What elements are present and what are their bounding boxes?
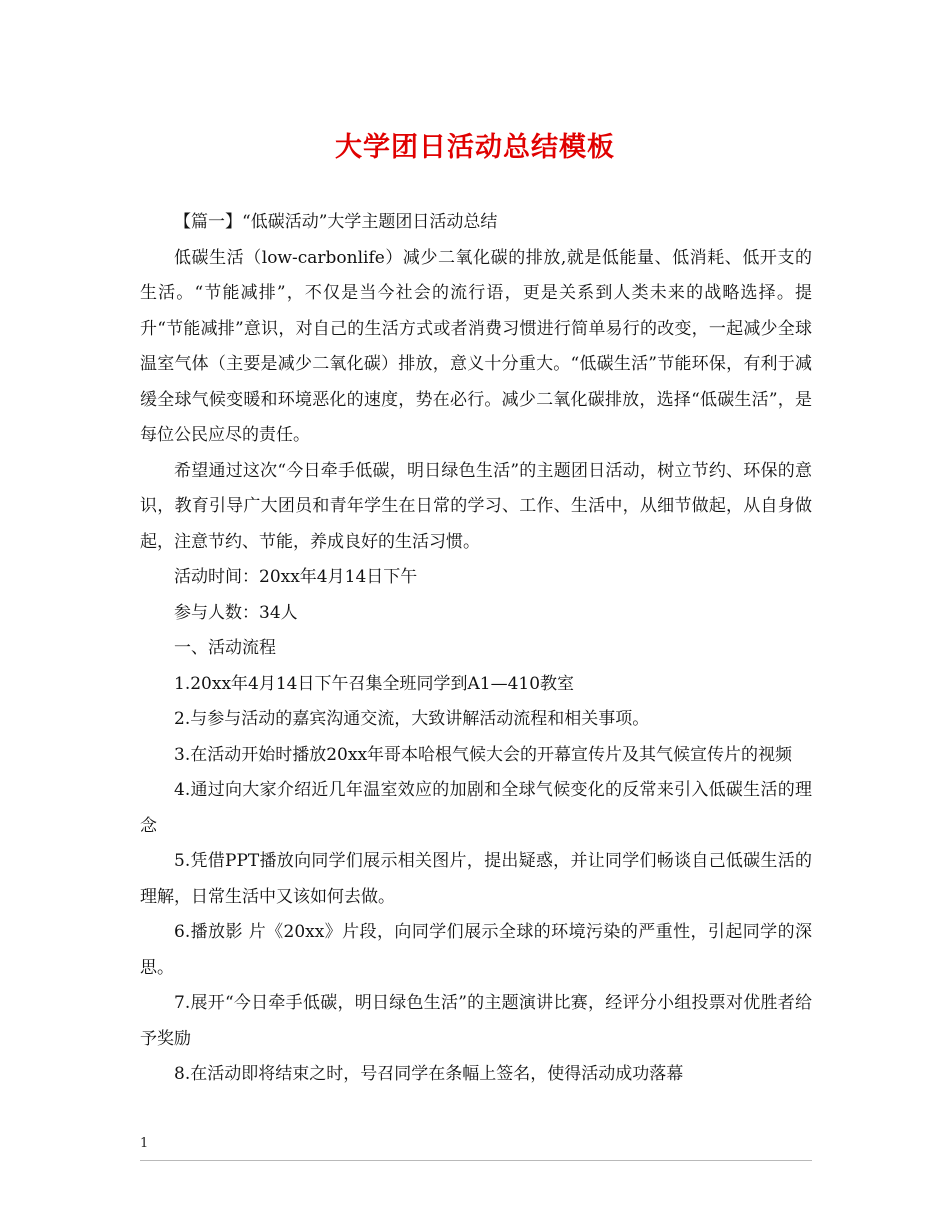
process-step: 8.在活动即将结束之时，号召同学在条幅上签名，使得活动成功落幕 xyxy=(174,1064,684,1084)
page-number: 1 xyxy=(140,1136,149,1151)
paragraph-purpose: 希望通过这次“今日牵手低碳，明日绿色生活”的主题团日活动，树立节约、环保的意识，教育引导广大团员和青年学生在日常的学习、工作、生活中，从细节做起，从自身做起，注意节约、节能，养成良好的生活习惯。 xyxy=(140,460,812,552)
process-step: 7.展开“今日牵手低碳，明日绿色生活”的主题演讲比赛，经评分小组投票对优胜者给予奖励 xyxy=(140,993,812,1049)
participant-count: 参与人数：34人 xyxy=(174,602,298,623)
process-step: 4.通过向大家介绍近几年温室效应的加剧和全球气候变化的反常来引入低碳生活的理念 xyxy=(140,780,812,836)
process-step: 5.凭借PPT播放向同学们展示相关图片，提出疑惑，并让同学们畅谈自己低碳生活的理解，日常生活中又该如何去做。 xyxy=(140,851,812,907)
paragraph-intro: 低碳生活（low-carbonlife）减少二氧化碳的排放,就是低能量、低消耗、低开支的生活。“节能减排”，不仅是当今社会的流行语，更是关系到人类未来的战略选择。提升“节能减排”意识，对自己的生活方式或者消费习惯进行简单易行的改变，一起减少全球温室气体（主要是减少二氧化碳）排放，意义十分重大。“低碳生活”节能环保，有利于减缓全球气候变暖和环境恶化的速度，势在必行。减少二氧化碳排放，选择“低碳生活”，是每位公民应尽的责任。 xyxy=(140,247,812,445)
process-heading: 一、活动流程 xyxy=(174,638,276,658)
document-title: 大学团日活动总结模板 xyxy=(335,132,615,163)
process-step: 3.在活动开始时播放20xx年哥本哈根气候大会的开幕宣传片及其气候宣传片的视频 xyxy=(174,744,793,765)
process-step: 1.20xx年4月14日下午召集全班同学到A1—410教室 xyxy=(174,673,575,694)
document-body xyxy=(140,205,812,1093)
section-heading: 【篇一】“低碳活动”大学主题团日活动总结 xyxy=(174,212,498,232)
process-step: 6.播放影 片《20xx》片段，向同学们展示全球的环境污染的严重性，引起同学的深思。 xyxy=(140,922,812,978)
footer-divider xyxy=(140,1160,812,1161)
process-step: 2.与参与活动的嘉宾沟通交流，大致讲解活动流程和相关事项。 xyxy=(174,709,650,729)
activity-time: 活动时间：20xx年4月14日下午 xyxy=(174,567,418,587)
